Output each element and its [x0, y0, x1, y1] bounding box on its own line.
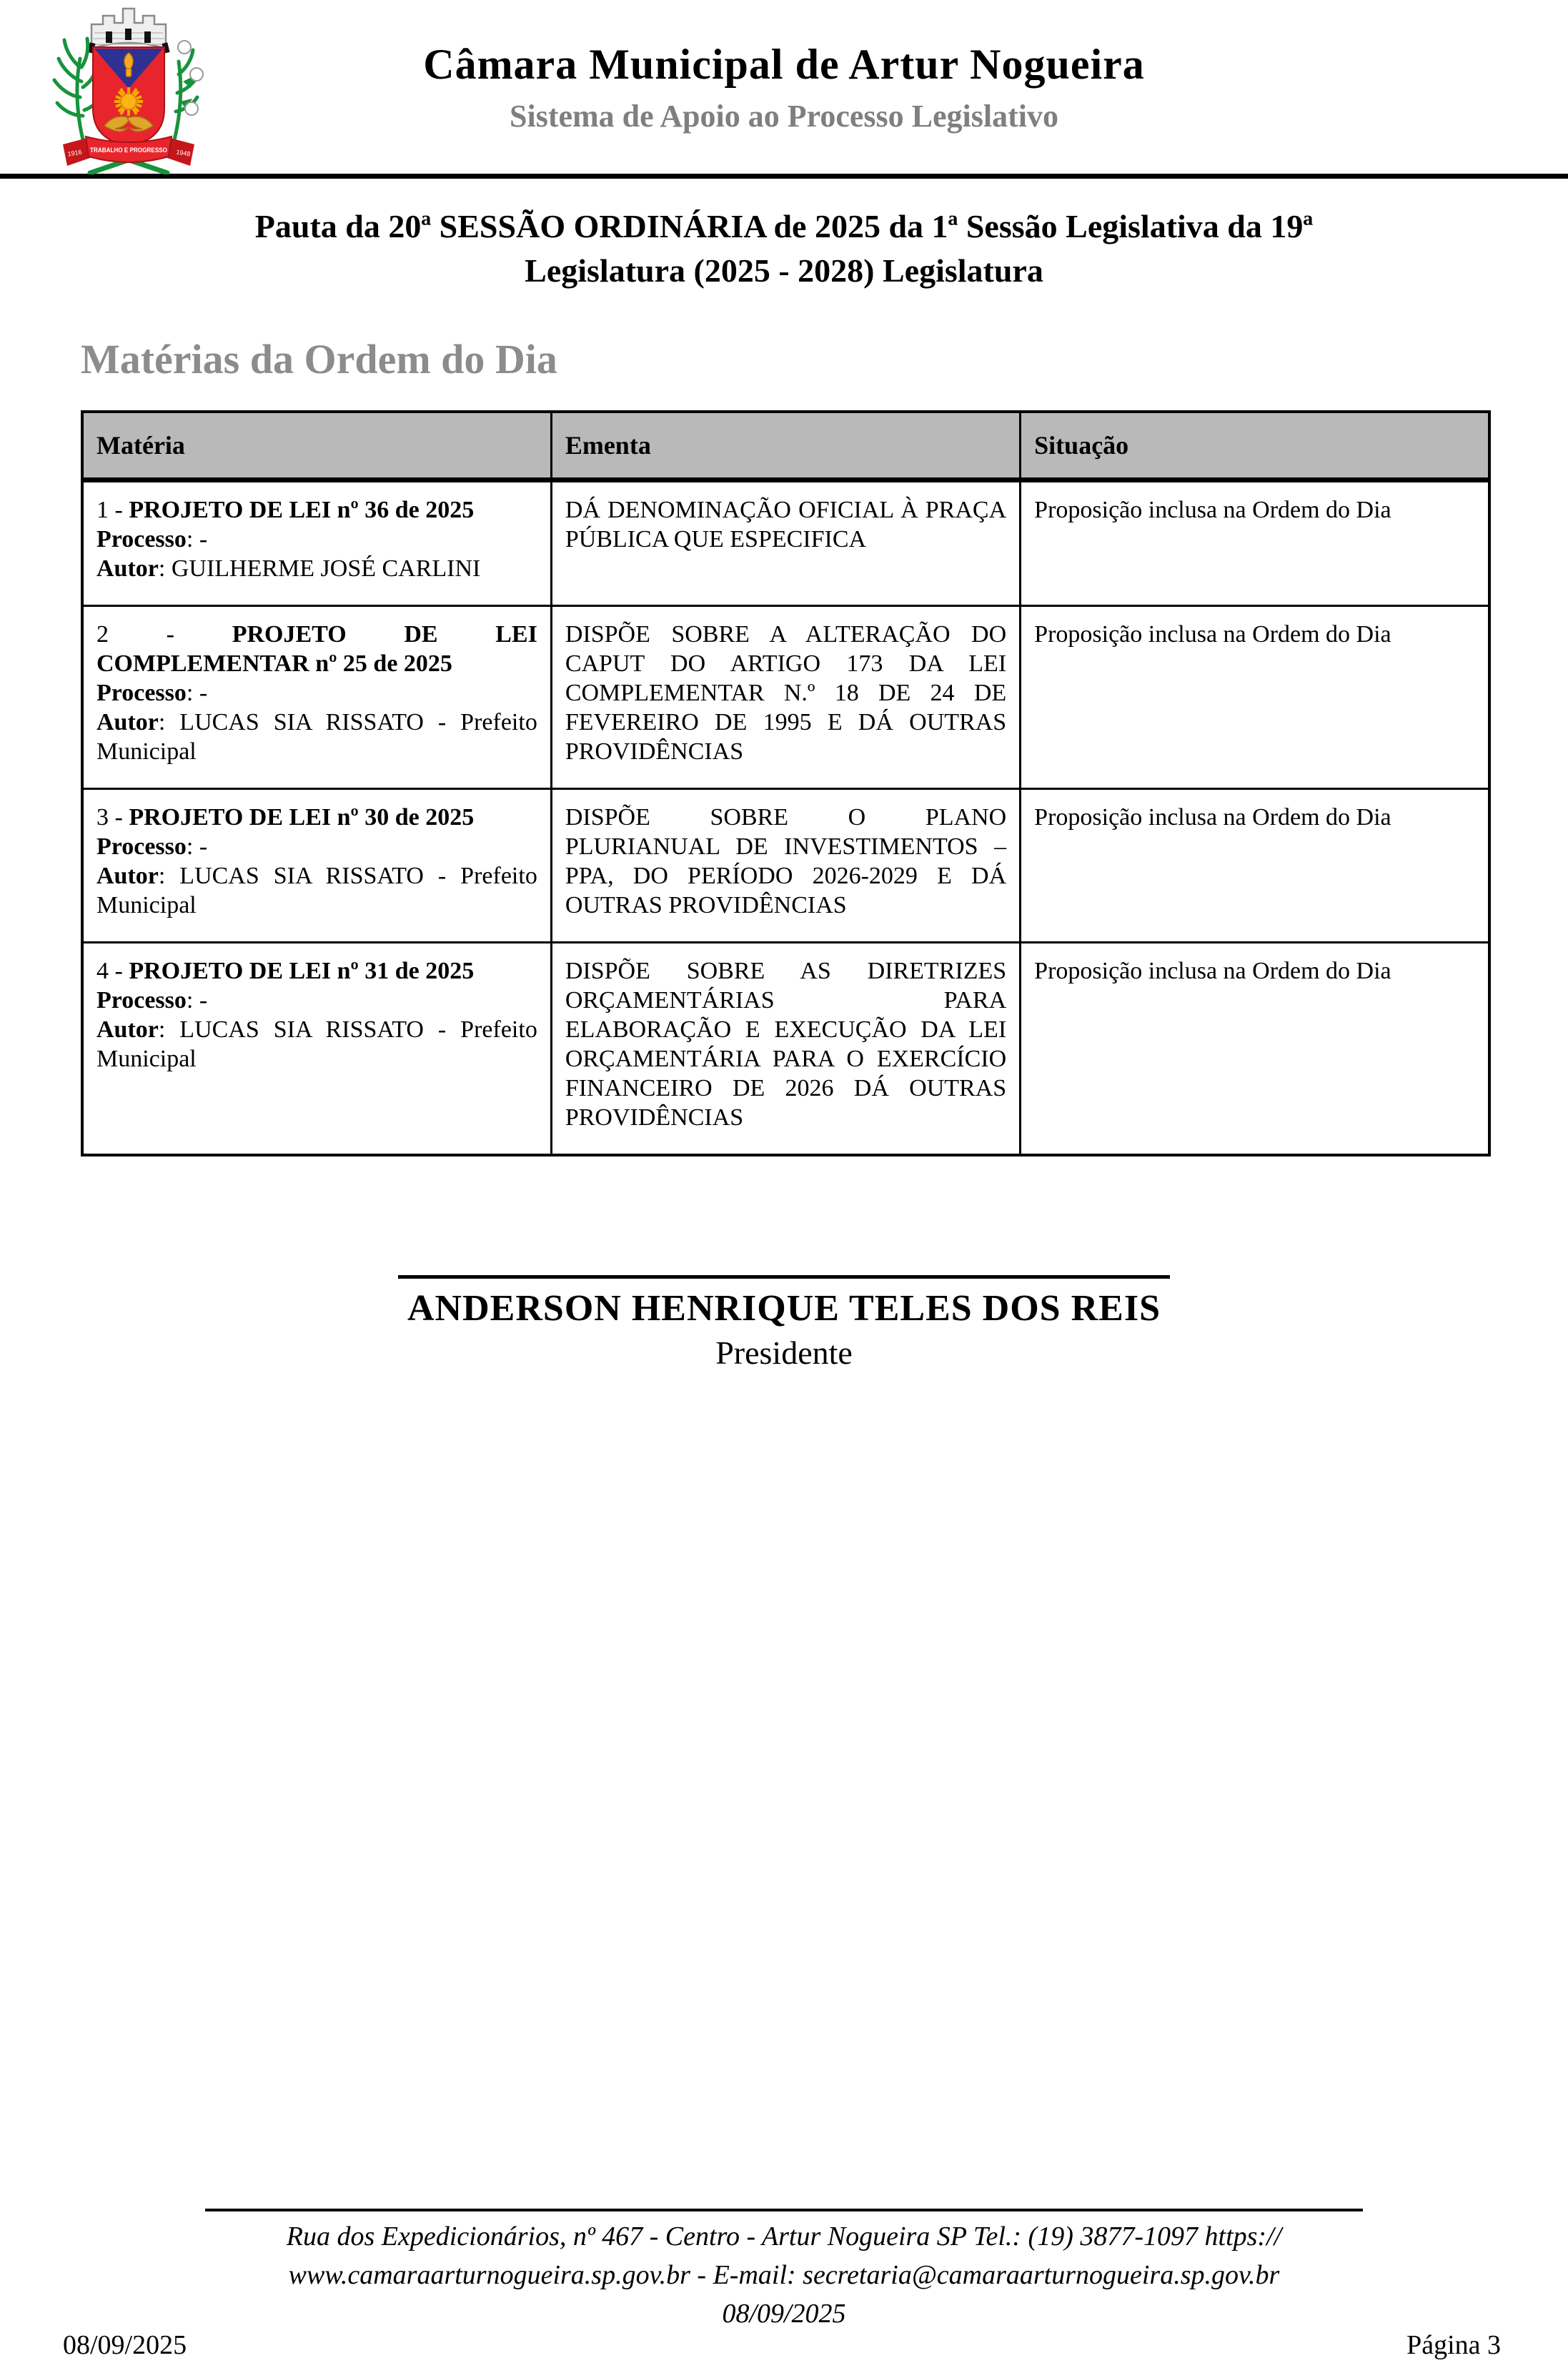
system-subtitle: Sistema de Apoio ao Processo Legislativo — [510, 99, 1058, 134]
table-row — [82, 606, 1489, 789]
materia-title: PROJETO DE LEI nº 36 de 2025 — [129, 497, 475, 524]
situacao-cell: Proposição inclusa na Ordem do Dia — [1021, 943, 1489, 1156]
materia-cell — [82, 789, 551, 943]
autor-label: Autor — [96, 555, 159, 583]
page-date: 08/09/2025 — [63, 2330, 187, 2360]
table-row — [82, 943, 1489, 1156]
materia-cell — [82, 480, 551, 606]
ribbon-year-right: 1948 — [175, 148, 192, 158]
table-head — [82, 412, 1489, 480]
autor-value: : LUCAS SIA RISSATO - Prefeito Municipal — [96, 863, 537, 919]
autor-label: Autor — [96, 863, 159, 890]
processo-value: : - — [186, 526, 208, 553]
autor-value: : GUILHERME JOSÉ CARLINI — [158, 555, 481, 583]
materia-number: 3 - — [96, 804, 129, 831]
document-header — [0, 0, 1568, 179]
materia-number: 1 - — [96, 497, 129, 524]
materia-cell — [82, 943, 551, 1156]
page-footer — [0, 2209, 1568, 2333]
ementa-cell: DISPÕE SOBRE AS DIRETRIZES ORÇAMENTÁRIAS PARA ELABORAÇÃO E EXECUÇÃO DA LEI ORÇAMENTÁRIA PARA O EXERCÍCIO FINANCEIRO DE 2026 DÁ OUTRAS PROVIDÊNCIAS — [551, 943, 1020, 1156]
processo-value: : - — [186, 680, 208, 707]
processo-label: Processo — [96, 680, 187, 707]
situacao-cell: Proposição inclusa na Ordem do Dia — [1021, 606, 1489, 789]
processo-label: Processo — [96, 526, 187, 553]
signature-name: ANDERSON HENRIQUE TELES DOS REIS — [407, 1288, 1161, 1329]
footer-rule — [205, 2209, 1363, 2211]
col-header-materia: Matéria — [82, 412, 551, 480]
table-row — [82, 789, 1489, 943]
signature-role: Presidente — [715, 1334, 853, 1371]
header-titles — [0, 40, 1568, 134]
materia-number: 4 - — [96, 958, 129, 985]
col-header-ementa: Ementa — [551, 412, 1020, 480]
session-title-line1: Pauta da 20ª SESSÃO ORDINÁRIA de 2025 da 1ª Sessão Legislativa da 19ª — [254, 208, 1314, 244]
autor-label: Autor — [96, 709, 159, 736]
signature-line — [398, 1275, 1170, 1279]
materia-title: PROJETO DE LEI nº 31 de 2025 — [129, 958, 475, 985]
ementa-cell: DÁ DENOMINAÇÃO OFICIAL À PRAÇA PÚBLICA QUE ESPECIFICA — [551, 480, 1020, 606]
materia-title: PROJETO DE LEI COMPLEMENTAR nº 25 de 2025 — [96, 621, 537, 678]
ementa-cell: DISPÕE SOBRE O PLANO PLURIANUAL DE INVESTIMENTOS – PPA, DO PERÍODO 2026-2029 E DÁ OUTRAS PROVIDÊNCIAS — [551, 789, 1020, 943]
section-heading: Matérias da Ordem do Dia — [81, 336, 557, 383]
col-header-situacao: Situação — [1021, 412, 1489, 480]
autor-value: : LUCAS SIA RISSATO - Prefeito Municipal — [96, 1016, 537, 1073]
autor-value: : LUCAS SIA RISSATO - Prefeito Municipal — [96, 709, 537, 766]
processo-value: : - — [186, 833, 208, 861]
org-title: Câmara Municipal de Artur Nogueira — [423, 41, 1145, 88]
materia-title: PROJETO DE LEI nº 30 de 2025 — [129, 804, 475, 831]
processo-label: Processo — [96, 833, 187, 861]
processo-value: : - — [186, 987, 208, 1014]
autor-label: Autor — [96, 1016, 159, 1044]
footer-date: 08/09/2025 — [722, 2299, 846, 2329]
session-title — [64, 204, 1504, 292]
table-row — [82, 480, 1489, 606]
materia-cell — [82, 606, 551, 789]
page-number: Página 3 — [1406, 2330, 1501, 2360]
situacao-cell: Proposição inclusa na Ordem do Dia — [1021, 789, 1489, 943]
table-header-row — [82, 412, 1489, 480]
processo-label: Processo — [96, 987, 187, 1014]
matters-table — [81, 410, 1491, 1156]
ribbon-motto: TRABALHO E PROGRESSO — [90, 147, 167, 154]
ribbon-year-left: 1916 — [66, 148, 83, 158]
footer-address-line1: Rua dos Expedicionários, nº 467 - Centro - Artur Nogueira SP Tel.: (19) 3877-1097 https:// — [286, 2221, 1282, 2251]
situacao-cell: Proposição inclusa na Ordem do Dia — [1021, 480, 1489, 606]
footer-address-line2: www.camaraarturnogueira.sp.gov.br - E-mail: secretaria@camaraarturnogueira.sp.gov.br — [288, 2260, 1280, 2290]
session-title-line2: Legislatura (2025 - 2028) Legislatura — [525, 252, 1043, 289]
table-body — [82, 480, 1489, 1156]
materia-number: 2 - — [96, 621, 232, 648]
signature-block — [0, 1275, 1568, 1372]
ementa-cell: DISPÕE SOBRE A ALTERAÇÃO DO CAPUT DO ARTIGO 173 DA LEI COMPLEMENTAR N.º 18 DE 24 DE FEVEREIRO DE 1995 E DÁ OUTRAS PROVIDÊNCIAS — [551, 606, 1020, 789]
